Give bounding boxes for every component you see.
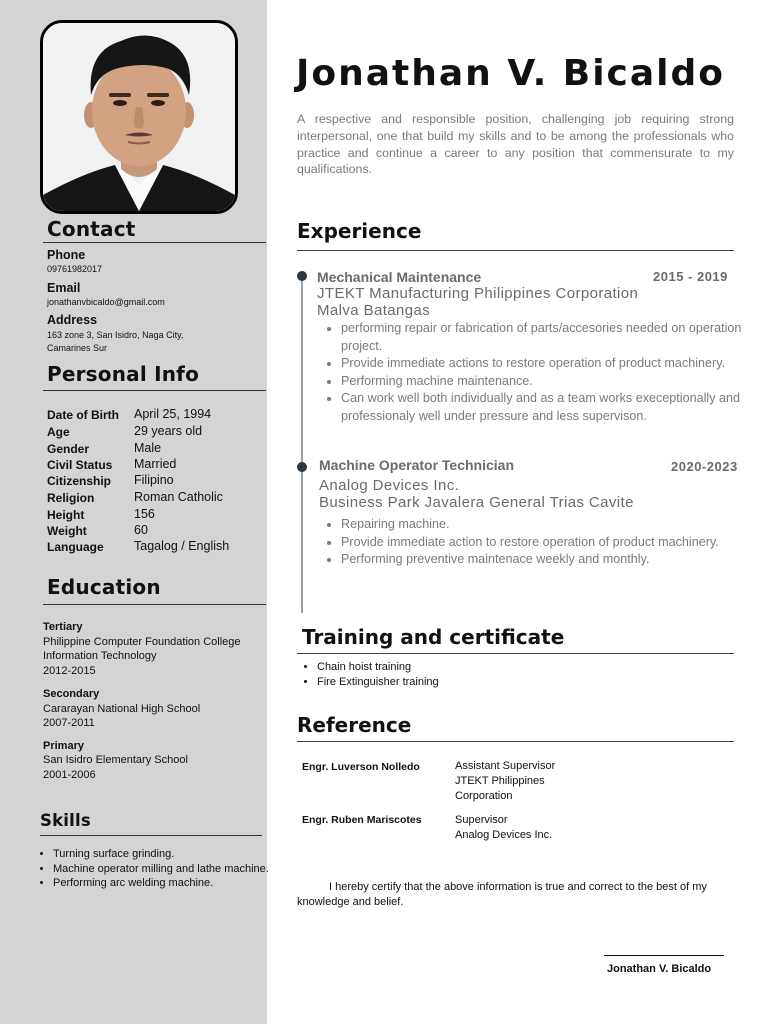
timeline-dot [297,271,307,281]
profile-photo [40,20,238,214]
education-school: Philippine Computer Foundation College [43,636,241,648]
applicant-name: Jonathan V. Bicaldo [296,53,726,94]
job-duties [317,320,761,425]
reference-company: Analog Devices Inc. [455,829,553,841]
experience-divider [297,250,734,251]
duty-item: • Repairing machine. [341,516,751,534]
pi-value: Male [134,441,162,455]
duty-item: • Performing machine maintenance. [341,373,761,391]
pi-label: Weight [47,524,87,538]
pi-value: Roman Catholic [134,490,223,504]
education-level: Tertiary [43,621,83,633]
duty-item: • performing repair or fabrication of parts/accesories needed on operation project. [341,320,761,355]
job-years: 2020-2023 [671,459,738,474]
timeline-line [301,276,303,613]
pi-value: 60 [134,523,148,537]
pi-label: Height [47,508,85,522]
reference-name: Engr. Luverson Nolledo [302,761,420,773]
skill-item: • Turning surface grinding. [53,847,273,862]
education-school: Cararayan National High School [43,703,201,715]
education-course: Information Technology [43,650,157,662]
education-years: 2007-2011 [43,717,95,729]
reference-divider [297,741,734,742]
education-years: 2012-2015 [43,665,96,677]
email-value: jonathanvbicaldo@gmail.com [47,297,165,307]
training-divider [297,653,734,654]
job-years: 2015 - 2019 [653,269,728,284]
email-label: Email [47,281,81,295]
pi-value: Married [134,457,177,471]
address-label: Address [47,313,98,327]
pi-label: Religion [47,491,95,505]
duty-item: • Can work well both individually and as a team works execeptionally and professionaly well under pressure and less supervison. [341,390,761,425]
training-list [298,660,439,689]
job-title: Mechanical Maintenance [317,269,482,285]
contact-heading: Contact [47,217,136,241]
personal-info-heading: Personal Info [47,362,200,386]
skill-item: • Machine operator milling and lathe machine. [53,862,273,877]
education-level: Secondary [43,688,100,700]
duty-item: • Performing preventive maintenace weekly and monthly. [341,551,751,569]
pi-label: Civil Status [47,458,113,472]
education-heading: Education [47,575,161,599]
education-years: 2001-2006 [43,769,96,781]
duty-item: • Provide immediate action to restore operation of product machinery. [341,534,751,552]
skill-item: • Performing arc welding machine. [53,876,273,891]
job-duties [317,516,751,569]
training-item: • Chain hoist training [317,660,439,675]
pi-value: Filipino [134,473,174,487]
certification-statement: I hereby certify that the above information is true and correct to the best of my knowledge and belief. [297,881,707,908]
pi-label: Gender [47,442,90,456]
job-title: Machine Operator Technician [319,457,515,473]
duty-item: • Provide immediate actions to restore operation of product machinery. [341,355,761,373]
training-heading: Training and certificate [302,625,565,649]
reference-company: JTEKT Philippines [455,775,545,787]
reference-heading: Reference [297,713,412,737]
reference-name: Engr. Ruben Mariscotes [302,814,422,826]
signature-name: Jonathan V. Bicaldo [607,963,712,975]
signature-line [604,955,724,956]
skills-list [34,847,273,891]
education-level: Primary [43,740,84,752]
objective-text: A respective and responsible position, challenging job requiring strong interpersonal, one that build my skills and to be among the professionals who practice and continue a career to any position that commensurate to my qualifications. [297,112,734,177]
experience-heading: Experience [297,219,422,243]
reference-position: Supervisor [455,814,508,826]
pi-label: Citizenship [47,474,112,488]
pi-value: April 25, 1994 [134,407,212,421]
company-name: JTEKT Manufacturing Philippines Corporation [317,285,639,302]
education-divider [43,604,266,605]
company-location: Business Park Javalera General Trias Cavite [319,494,634,511]
reference-company: Corporation [455,790,513,802]
timeline-dot [297,462,307,472]
pi-value: Tagalog / English [134,539,230,553]
training-item: • Fire Extinguisher training [317,675,439,690]
contact-divider [43,242,266,243]
skills-heading: Skills [40,811,91,830]
pi-value: 156 [134,507,155,521]
pi-label: Date of Birth [47,408,119,422]
company-name: Analog Devices Inc. [319,477,460,494]
personal-info-divider [43,390,266,391]
address-line-1: 163 zone 3, San Isidro, Naga City, [47,330,184,340]
pi-value: 29 years old [134,424,203,438]
pi-label: Age [47,425,70,439]
phone-label: Phone [47,248,86,262]
pi-label: Language [47,540,104,554]
address-line-2: Camarines Sur [47,343,108,353]
skills-divider [40,835,262,836]
company-location: Malva Batangas [317,302,431,319]
phone-value: 09761982017 [47,264,103,274]
education-school: San Isidro Elementary School [43,754,188,766]
reference-position: Assistant Supervisor [455,760,556,772]
portrait-image [43,23,235,211]
